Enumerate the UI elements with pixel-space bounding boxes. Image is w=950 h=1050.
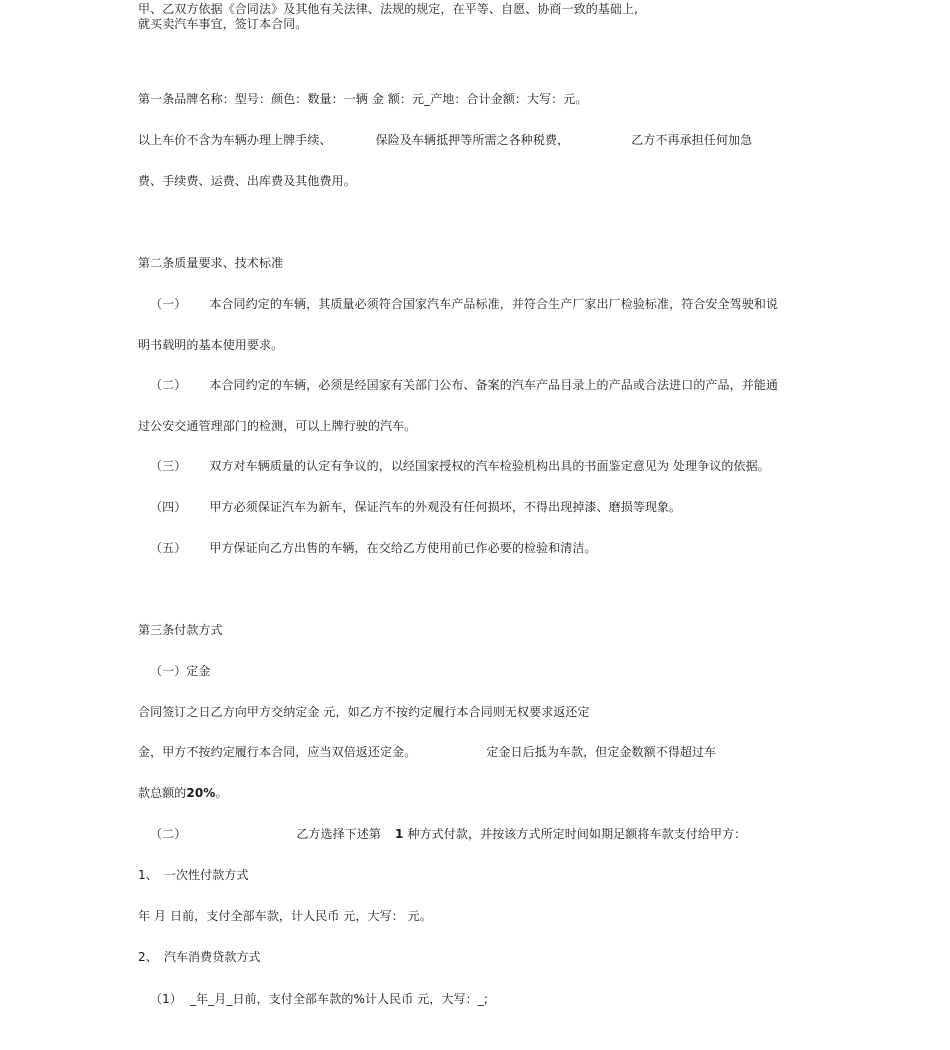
- deposit-line-2-part-a: 金，甲方不按约定履行本合同，应当双倍返还定金。: [138, 745, 417, 759]
- sub-2-text-a: 乙方选择下述第: [296, 827, 382, 841]
- item-text: 甲方必须保证汽车为新车，保证汽车的外观没有任何损坏，不得出现掉漆、磨损等现象。: [209, 500, 682, 514]
- intro-line-1: 甲、乙双方依据《合同法》及其他有关法律、法规的规定，在平等、自愿、协商一致的基础上,: [138, 2, 639, 16]
- deposit-percentage: 20%: [186, 786, 216, 800]
- item-number: （二）: [150, 378, 187, 392]
- article-1-line-1: 第一条品牌名称：型号：颜色：数量：一辆 金 额：元_产地：合计金额：大写：元。: [138, 92, 588, 106]
- article-2-item-5: [138, 541, 597, 555]
- item-text: 本合同约定的车辆，其质量必须符合国家汽车产品标准，并符合生产厂家出厂检验标准，符合安全驾驶和说: [209, 297, 779, 311]
- article-3-sub-2: [138, 827, 746, 841]
- item-number: （四）: [150, 500, 187, 514]
- item-text: 双方对车辆质量的认定有争议的，以经国家授权的汽车检验机构出具的书面鉴定意见为 处理争议的依据。: [209, 459, 770, 473]
- article-2-item-1-cont: 明书载明的基本使用要求。: [138, 338, 284, 352]
- article-2-item-3: [138, 459, 770, 473]
- article-3-sub-1: [138, 664, 211, 678]
- deposit-line-1: 合同签订之日乙方向甲方交纳定金 元，如乙方不按约定履行本合同则无权要求返还定: [138, 705, 590, 719]
- article-1-line-2-part-b: 保险及车辆抵押等所需之各种税费，: [375, 133, 570, 147]
- deposit-line-3-end: 。: [215, 786, 228, 800]
- intro-line-2: 就买卖汽车事宜，签订本合同。: [138, 17, 308, 31]
- article-1-line-2-part-a: 以上车价不含为车辆办理上牌手续、: [138, 133, 332, 147]
- option-2-title: 汽车消费贷款方式: [163, 950, 261, 964]
- sub-2-text-b: 种方式付款，并按该方式所定时间如期足额将车款支付给甲方：: [407, 827, 747, 841]
- payment-option-2: [138, 950, 261, 964]
- option-1-title: 一次性付款方式: [163, 868, 249, 882]
- sub-1-label: （一）定金: [150, 664, 211, 678]
- article-2-title: 第二条质量要求、技术标准: [138, 256, 284, 270]
- deposit-line-2-part-b: 定金日后抵为车款，但定金数额不得超过车: [486, 745, 717, 759]
- payment-option-1: [138, 868, 249, 882]
- article-3-title: 第三条付款方式: [138, 623, 223, 637]
- sub-2-choice: 1: [395, 827, 404, 841]
- item-number: （三）: [150, 459, 187, 473]
- item-number: （一）: [150, 297, 187, 311]
- payment-option-2-item-1: [138, 992, 488, 1006]
- item-text: 甲方保证向乙方出售的车辆，在交给乙方使用前已作必要的检验和清洁。: [209, 541, 597, 555]
- article-1-line-2: [138, 133, 752, 147]
- deposit-line-2: [138, 745, 716, 759]
- article-1-line-2-part-c: 乙方不再承担任何加急: [631, 133, 753, 147]
- article-2-item-1: [138, 297, 778, 311]
- article-2-item-4: [138, 500, 681, 514]
- deposit-line-3: [138, 786, 228, 800]
- option-2-item-1-number: （1）: [150, 992, 182, 1006]
- article-2-item-2-cont: 过公安交通管理部门的检测，可以上牌行驶的汽车。: [138, 419, 417, 433]
- article-2-item-2: [138, 378, 778, 392]
- option-2-item-1-text: _年_月_日前，支付全部车款的%计人民币 元，大写：_;: [189, 992, 488, 1006]
- deposit-line-3-text: 款总额的: [138, 786, 187, 800]
- item-text: 本合同约定的车辆，必须是经国家有关部门公布、备案的汽车产品目录上的产品或合法进口的产品，并能通: [209, 378, 779, 392]
- article-1-line-3: 费、手续费、运费、出库费及其他费用。: [138, 174, 356, 188]
- payment-option-1-detail: 年 月 日前，支付全部车款，计人民币 元，大写： 元。: [138, 909, 432, 923]
- option-2-number: 2、: [138, 950, 158, 964]
- option-1-number: 1、: [138, 868, 158, 882]
- item-number: （五）: [150, 541, 187, 555]
- sub-2-number: （二）: [150, 827, 187, 841]
